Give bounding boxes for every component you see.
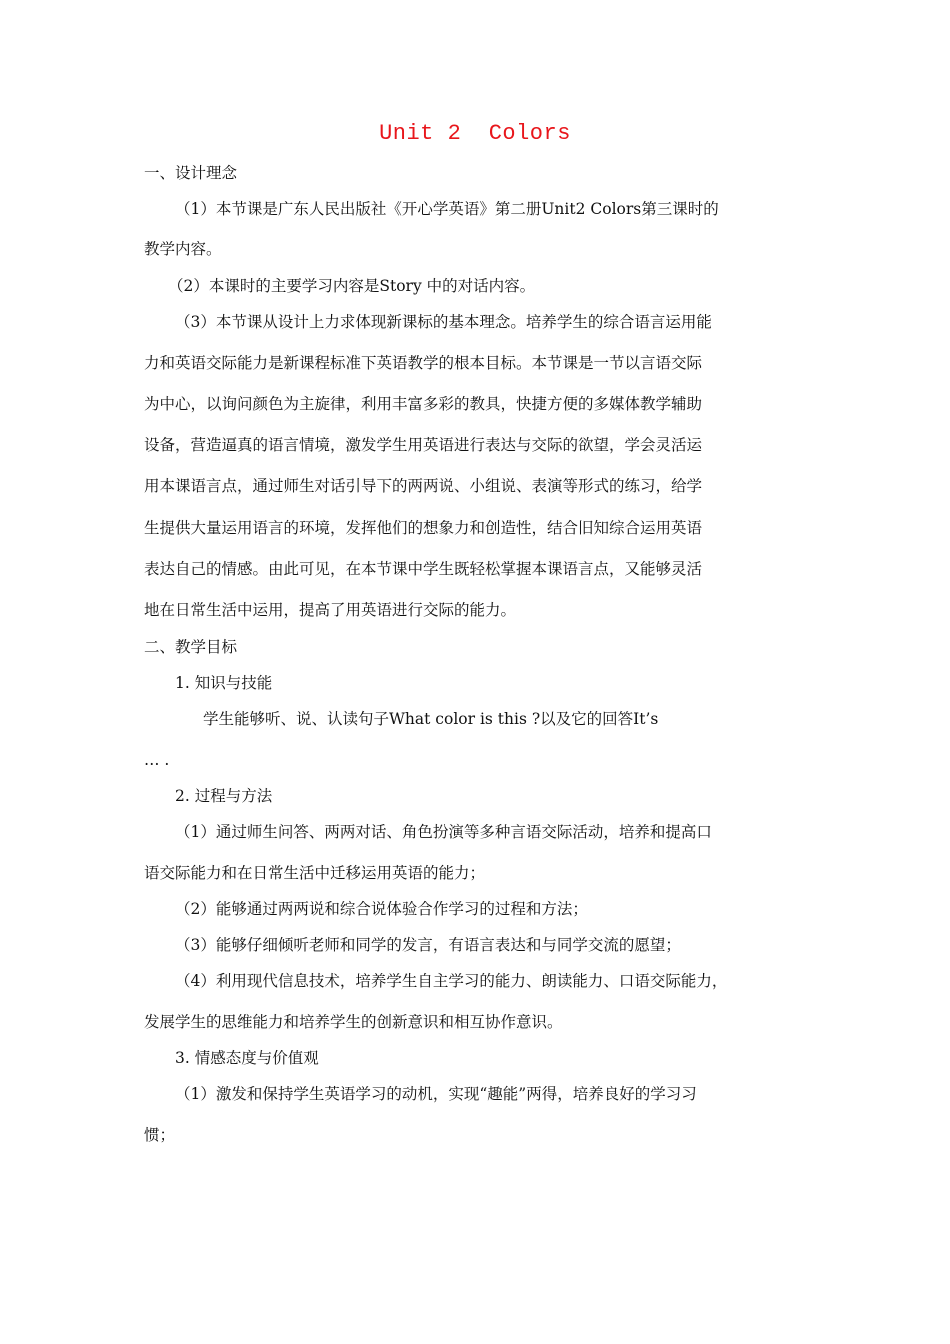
paragraph-line: （3）能够仔细倾听老师和同学的发言，有语言表达和与同学交流的愿望； (175, 936, 681, 954)
paragraph-line: （1）通过师生问答、两两对话、角色扮演等多种言语交际活动，培养和提高口 (175, 823, 712, 841)
paragraph-line: 用本课语言点，通过师生对话引导下的两两说、小组说、表演等形式的练习，给学 (144, 477, 703, 495)
paragraph-line: （2）本课时的主要学习内容是Story 中的对话内容。 (168, 277, 536, 295)
subsection-heading: 3. 情感态度与价值观 (175, 1049, 319, 1067)
paragraph-line: （2）能够通过两两说和综合说体验合作学习的过程和方法； (175, 900, 588, 918)
paragraph-line: 表达自己的情感。由此可见，在本节课中学生既轻松掌握本课语言点，又能够灵活 (144, 560, 703, 578)
paragraph-line: 学生能够听、说、认读句子What color is this ?以及它的回答It’s (203, 710, 659, 728)
document-title: Unit 2 Colors (379, 121, 571, 146)
paragraph-line: 语交际能力和在日常生活中迁移运用英语的能力； (144, 864, 486, 882)
paragraph-line: 发展学生的思维能力和培养学生的创新意识和相互协作意识。 (144, 1013, 563, 1031)
paragraph-line: 为中心，以询问颜色为主旋律，利用丰富多彩的教具，快捷方便的多媒体教学辅助 (144, 395, 703, 413)
section-heading-teaching-goals: 二、教学目标 (144, 638, 238, 656)
paragraph-line: 地在日常生活中运用，提高了用英语进行交际的能力。 (144, 601, 517, 619)
paragraph-line: 力和英语交际能力是新课程标准下英语教学的根本目标。本节课是一节以言语交际 (144, 354, 703, 372)
paragraph-line: 教学内容。 (144, 240, 222, 258)
subsection-heading: 1. 知识与技能 (175, 674, 273, 692)
paragraph-line: 生提供大量运用语言的环境，发挥他们的想象力和创造性，结合旧知综合运用英语 (144, 519, 703, 537)
paragraph-line: （4）利用现代信息技术，培养学生自主学习的能力、朗读能力、口语交际能力， (175, 972, 728, 990)
paragraph-line: （1）本节课是广东人民出版社《开心学英语》第二册Unit2 Colors第三课时的 (175, 200, 719, 218)
paragraph-line: 惯； (144, 1126, 176, 1144)
section-heading-design-concept: 一、设计理念 (144, 164, 238, 182)
paragraph-line: … . (144, 751, 170, 769)
subsection-heading: 2. 过程与方法 (175, 787, 273, 805)
paragraph-line: （3）本节课从设计上力求体现新课标的基本理念。培养学生的综合语言运用能 (175, 313, 712, 331)
paragraph-line: 设备，营造逼真的语言情境，激发学生用英语进行表达与交际的欲望，学会灵活运 (144, 436, 703, 454)
paragraph-line: （1）激发和保持学生英语学习的动机，实现“趣能”两得，培养良好的学习习 (175, 1085, 697, 1103)
